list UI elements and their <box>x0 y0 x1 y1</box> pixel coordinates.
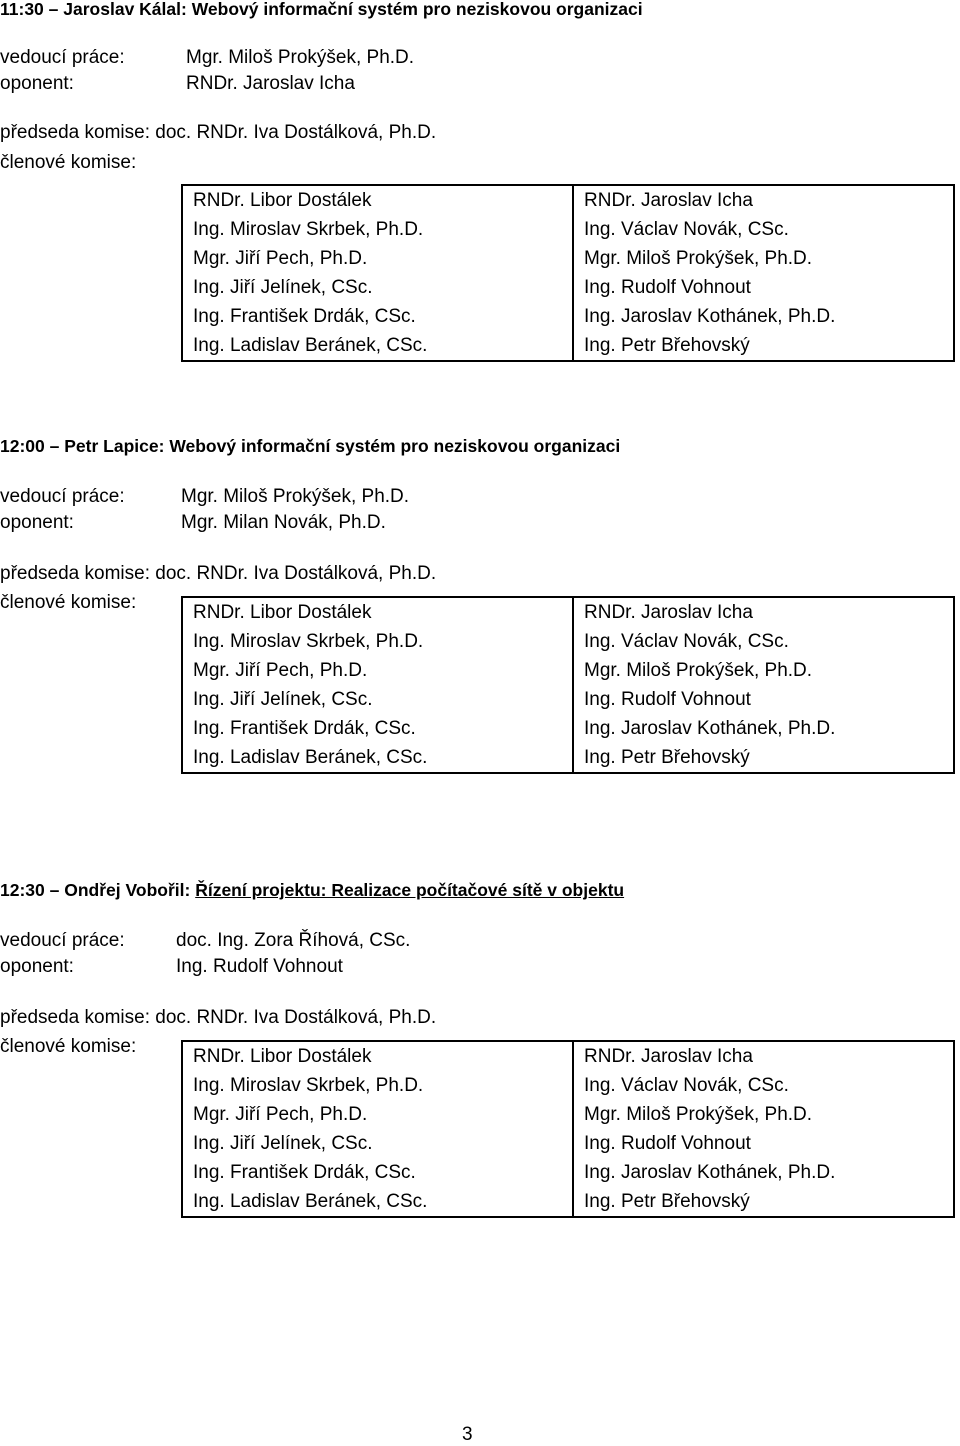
supervisor-label: vedoucí práce: <box>0 930 125 951</box>
committee-table <box>181 184 955 362</box>
chair-label: předseda komise: <box>0 1007 150 1028</box>
committee-member: Mgr. Jiří Pech, Ph.D. <box>193 660 368 681</box>
committee-column-right <box>573 1041 954 1217</box>
heading-dash: – <box>49 436 60 456</box>
committee-member: Ing. Jaroslav Kothánek, Ph.D. <box>584 306 836 327</box>
supervisor-label: vedoucí práce: <box>0 47 125 68</box>
committee-member: Ing. Rudolf Vohnout <box>584 1133 751 1154</box>
committee-member: Ing. Ladislav Beránek, CSc. <box>193 1191 428 1212</box>
committee-member: Ing. Miroslav Skrbek, Ph.D. <box>193 1075 424 1096</box>
committee-column-left <box>182 185 573 361</box>
committee-member: Ing. František Drdák, CSc. <box>193 718 416 739</box>
thesis-title: Webový informační systém pro neziskovou organizaci <box>191 0 643 19</box>
committee-member: Ing. Jiří Jelínek, CSc. <box>193 689 373 710</box>
committee-member: Ing. Ladislav Beránek, CSc. <box>193 335 428 356</box>
committee-member: Ing. Petr Břehovský <box>584 335 750 356</box>
committee-member: Ing. Jiří Jelínek, CSc. <box>193 277 373 298</box>
committee-member: Mgr. Miloš Prokýšek, Ph.D. <box>584 1104 813 1125</box>
student-name: Ondřej Vobořil: <box>64 880 191 900</box>
members-label: členové komise: <box>0 1036 137 1057</box>
committee-member: Mgr. Jiří Pech, Ph.D. <box>193 1104 368 1125</box>
committee-member: RNDr. Jaroslav Icha <box>584 1046 753 1067</box>
heading-dash: – <box>49 880 60 900</box>
supervisor-value: Mgr. Miloš Prokýšek, Ph.D. <box>186 47 415 68</box>
session-heading <box>0 0 643 20</box>
members-label: členové komise: <box>0 592 137 613</box>
thesis-title: Řízení projektu: Realizace počítačové sítě v objektu <box>195 880 625 900</box>
committee-member: Ing. František Drdák, CSc. <box>193 306 416 327</box>
committee-member: Ing. Rudolf Vohnout <box>584 277 751 298</box>
committee-member: Ing. Jaroslav Kothánek, Ph.D. <box>584 1162 836 1183</box>
committee-member: RNDr. Libor Dostálek <box>193 602 372 623</box>
committee-member: Ing. František Drdák, CSc. <box>193 1162 416 1183</box>
chair-line <box>0 563 436 585</box>
committee-table <box>181 596 955 774</box>
committee-member: Ing. Rudolf Vohnout <box>584 689 751 710</box>
committee-member: Ing. Václav Novák, CSc. <box>584 1075 789 1096</box>
committee-member: RNDr. Libor Dostálek <box>193 1046 372 1067</box>
committee-column-left <box>182 1041 573 1217</box>
committee-member: Ing. Petr Břehovský <box>584 747 750 768</box>
thesis-title: Webový informační systém pro neziskovou organizaci <box>169 436 621 456</box>
committee-column-right <box>573 185 954 361</box>
page-number: 3 <box>462 1424 473 1445</box>
opponent-label: oponent: <box>0 73 74 94</box>
committee-member: Mgr. Miloš Prokýšek, Ph.D. <box>584 660 813 681</box>
supervisor-label: vedoucí práce: <box>0 486 125 507</box>
committee-member: Ing. Miroslav Skrbek, Ph.D. <box>193 219 424 240</box>
chair-value: doc. RNDr. Iva Dostálková, Ph.D. <box>155 1007 437 1028</box>
chair-label: předseda komise: <box>0 122 150 143</box>
committee-column-left <box>182 597 573 773</box>
committee-table <box>181 1040 955 1218</box>
chair-value: doc. RNDr. Iva Dostálková, Ph.D. <box>155 122 437 143</box>
committee-member: Ing. Václav Novák, CSc. <box>584 631 789 652</box>
supervisor-value: doc. Ing. Zora Říhová, CSc. <box>176 930 411 951</box>
committee-member: Ing. Petr Břehovský <box>584 1191 750 1212</box>
committee-member: Ing. Jaroslav Kothánek, Ph.D. <box>584 718 836 739</box>
opponent-value: Mgr. Milan Novák, Ph.D. <box>181 512 386 533</box>
session-time: 12:30 <box>0 880 45 900</box>
committee-member: Mgr. Jiří Pech, Ph.D. <box>193 248 368 269</box>
chair-line <box>0 1007 436 1029</box>
heading-dash: – <box>48 0 59 19</box>
committee-member: RNDr. Libor Dostálek <box>193 190 372 211</box>
session-heading <box>0 880 624 901</box>
student-name: Petr Lapice: <box>64 436 165 456</box>
session-time: 12:00 <box>0 436 45 456</box>
committee-member: Ing. Jiří Jelínek, CSc. <box>193 1133 373 1154</box>
committee-member: Ing. Miroslav Skrbek, Ph.D. <box>193 631 424 652</box>
committee-member: Ing. Ladislav Beránek, CSc. <box>193 747 428 768</box>
chair-label: předseda komise: <box>0 563 150 584</box>
opponent-value: Ing. Rudolf Vohnout <box>176 956 343 977</box>
supervisor-value: Mgr. Miloš Prokýšek, Ph.D. <box>181 486 410 507</box>
session-heading <box>0 436 620 457</box>
committee-member: Ing. Václav Novák, CSc. <box>584 219 789 240</box>
committee-column-right <box>573 597 954 773</box>
opponent-value: RNDr. Jaroslav Icha <box>186 73 355 94</box>
opponent-label: oponent: <box>0 512 74 533</box>
opponent-label: oponent: <box>0 956 74 977</box>
student-name: Jaroslav Kálal: <box>63 0 187 19</box>
committee-member: RNDr. Jaroslav Icha <box>584 190 753 211</box>
committee-member: RNDr. Jaroslav Icha <box>584 602 753 623</box>
committee-member: Mgr. Miloš Prokýšek, Ph.D. <box>584 248 813 269</box>
session-time: 11:30 <box>0 0 44 19</box>
members-label: členové komise: <box>0 152 137 173</box>
chair-line <box>0 122 436 144</box>
chair-value: doc. RNDr. Iva Dostálková, Ph.D. <box>155 563 437 584</box>
